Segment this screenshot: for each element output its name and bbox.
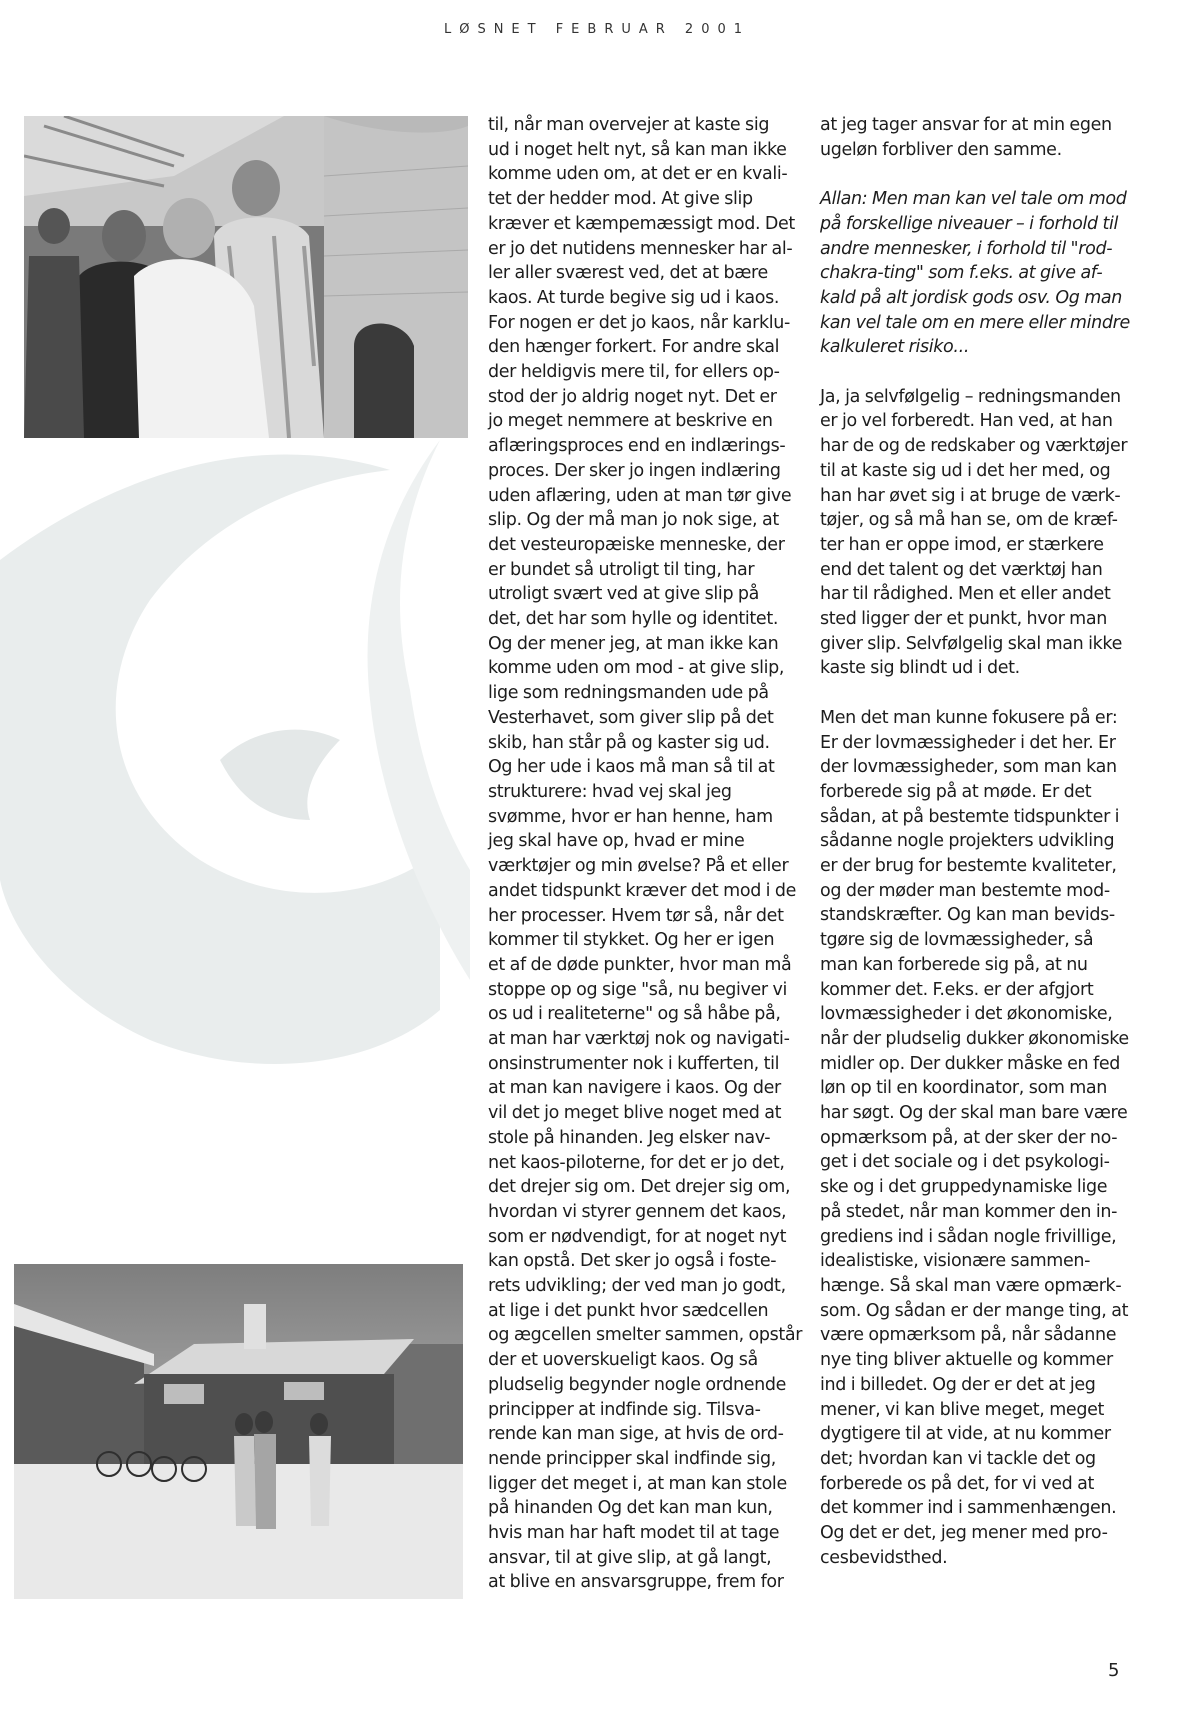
text-line: her processer. Hvem tør så, når det — [488, 905, 784, 926]
text-line: det vesteuropæiske menneske, der — [488, 534, 785, 555]
text-line: cesbevidsthed. — [820, 1547, 948, 1568]
text-line: proces. Der sker jo ingen indlæring — [488, 460, 781, 481]
text-line: ansvar, til at give slip, at gå langt, — [488, 1547, 772, 1568]
text-line: der et uoverskueligt kaos. Og så — [488, 1350, 758, 1371]
text-line: mener, vi kan blive meget, meget — [820, 1399, 1105, 1420]
people-talking-photo — [24, 116, 468, 438]
text-line: han har øvet sig i at bruge de værk- — [820, 485, 1121, 506]
text-line: tøjer, og så må han se, om de kræf- — [820, 510, 1118, 531]
text-line: som. Og sådan er der mange ting, at — [820, 1300, 1129, 1321]
text-line: lige som redningsmanden ude på — [488, 683, 769, 704]
text-line: kræver et kæmpemæssigt mod. Det — [488, 213, 795, 234]
text-line: aflæringsproces end en indlærings- — [488, 436, 786, 457]
text-line: Og der mener jeg, at man ikke kan — [488, 633, 779, 654]
text-line: vil det jo meget blive noget med at — [488, 1103, 782, 1124]
text-line: hænge. Så skal man være opmærk- — [820, 1276, 1122, 1296]
text-line: det; hvordan kan vi tackle det og — [820, 1448, 1096, 1469]
text-line: og der møder man bestemte mod- — [820, 880, 1110, 901]
interview-question-line: chakra-ting" som f.eks. at give af- — [820, 263, 1103, 284]
text-line: svømme, hvor er han henne, ham — [488, 806, 773, 827]
text-line: jo meget nemmere at beskrive en — [488, 411, 773, 432]
page-number: 5 — [1108, 1660, 1120, 1681]
text-line: ugeløn forbliver den samme. — [820, 139, 1062, 160]
text-line: forberede sig på at møde. Er det — [820, 781, 1092, 802]
text-line: sådanne nogle projekters udvikling — [820, 831, 1115, 852]
text-line: kommer til stykket. Og her er igen — [488, 930, 775, 951]
text-line: Ja, ja selvfølgelig – redningsmanden — [820, 386, 1121, 407]
text-line: giver slip. Selvfølgelig skal man ikke — [820, 633, 1123, 654]
text-line: lovmæssigheder i det økonomiske, — [820, 1004, 1113, 1025]
text-line: der lovmæssigheder, som man kan — [820, 757, 1117, 778]
text-line: hvordan vi styrer gennem det kaos, — [488, 1201, 787, 1222]
text-line: på stedet, når man kommer den in- — [820, 1201, 1118, 1222]
paragraph-gap — [820, 681, 1150, 706]
interview-question-line: kan vel tale om en mere eller mindre — [820, 312, 1130, 333]
text-line: sådan, at på bestemte tidspunkter i — [820, 806, 1120, 827]
text-line: den hænger forkert. For andre skal — [488, 337, 780, 358]
text-line: kaste sig blindt ud i det. — [820, 658, 1020, 679]
text-line: er jo vel forberedt. Han ved, at han — [820, 411, 1113, 432]
text-line: kan opstå. Det sker jo også i foste- — [488, 1251, 777, 1272]
text-line: har de og de redskaber og værktøjer — [820, 436, 1128, 457]
text-line: nye ting bliver aktuelle og kommer — [820, 1350, 1113, 1371]
text-line: Er der lovmæssigheder i det her. Er — [820, 732, 1116, 753]
text-line: os ud i realiteterne" og så håbe på, — [488, 1004, 781, 1025]
text-line: ligger det meget i, at man kan stole — [488, 1473, 787, 1494]
text-line: ud i noget helt nyt, så kan man ikke — [488, 139, 787, 160]
text-line: rets udvikling; der ved man jo godt, — [488, 1276, 786, 1297]
text-line: er der brug for bestemte kvaliteter, — [820, 856, 1117, 877]
text-line: at man kan navigere i kaos. Og der — [488, 1078, 781, 1099]
text-line: slip. Og der må man jo nok sige, at — [488, 510, 779, 531]
text-line: grediens ind i sådan nogle frivillige, — [820, 1226, 1117, 1247]
text-line: tet der hedder mod. At give slip — [488, 189, 753, 210]
text-line: har til rådighed. Men et eller andet — [820, 584, 1111, 605]
text-line: idealistiske, visionære sammen- — [820, 1251, 1091, 1272]
text-line: get i det sociale og i det psykologi- — [820, 1152, 1110, 1173]
text-line: forberede os på det, for vi ved at — [820, 1473, 1094, 1494]
article-column-right — [820, 113, 1150, 1570]
text-line: opmærksom på, at der sker der no- — [820, 1127, 1118, 1148]
paragraph-gap — [820, 360, 1150, 385]
text-line: er jo det nutidens mennesker har al- — [488, 238, 793, 259]
text-line: Og det er det, jeg mener med pro- — [820, 1523, 1108, 1544]
text-line: det kommer ind i sammenhængen. — [820, 1498, 1117, 1519]
text-line: løn op til en koordinator, som man — [820, 1078, 1108, 1099]
text-line: et af de døde punkter, hvor man må — [488, 954, 792, 975]
text-line: til at kaste sig ud i det her med, og — [820, 460, 1111, 481]
text-line: For nogen er det jo kaos, når karklu- — [488, 312, 790, 333]
text-line: stoppe op og sige "så, nu begiver vi — [488, 979, 788, 1000]
text-line: jeg skal have op, hvad er mine — [488, 831, 745, 852]
text-line: at man har værktøj nok og navigati- — [488, 1029, 790, 1050]
text-line: onsinstrumenter nok i kufferten, til — [488, 1053, 780, 1074]
text-line: Og her ude i kaos må man så til at — [488, 757, 775, 778]
text-line: kommer det. F.eks. er der afgjort — [820, 979, 1094, 1000]
building-courtyard-photo — [14, 1264, 463, 1599]
text-line: ind i billedet. Og der er det at jeg — [820, 1374, 1096, 1395]
text-line: til, når man overvejer at kaste sig — [488, 115, 770, 135]
text-line: som er nødvendigt, for at noget nyt — [488, 1226, 787, 1247]
text-line: kaos. At turde begive sig ud i kaos. — [488, 287, 780, 308]
article-column-middle — [488, 113, 803, 1595]
text-line: værktøjer og min øvelse? På et eller — [488, 856, 789, 877]
text-line: komme uden om mod - at give slip, — [488, 658, 785, 679]
text-line: dygtigere til at vide, at nu kommer — [820, 1424, 1111, 1445]
text-line: ler aller sværest ved, det at bære — [488, 263, 768, 284]
text-line: end det talent og det værktøj han — [820, 559, 1103, 580]
text-line: tgøre sig de lovmæssigheder, så — [820, 930, 1094, 951]
text-line: Men det man kunne fokusere på er: — [820, 707, 1118, 728]
text-line: andet tidspunkt kræver det mod i de — [488, 880, 797, 901]
text-line: pludselig begynder nogle ordnende — [488, 1374, 787, 1395]
text-line: man kan forberede sig på, at nu — [820, 954, 1088, 975]
text-line: uden aflæring, uden at man tør give — [488, 485, 792, 506]
interview-question-line: kalkuleret risiko... — [820, 337, 970, 358]
text-line: er bundet så utroligt til ting, har — [488, 559, 755, 580]
text-line: og ægcellen smelter sammen, opstår — [488, 1325, 803, 1346]
text-line: standskræfter. Og kan man bevids- — [820, 905, 1115, 926]
text-line: sted ligger der et punkt, hvor man — [820, 609, 1107, 630]
text-line: nende principper skal indfinde sig, — [488, 1448, 776, 1469]
text-line: net kaos-piloterne, for det er jo det, — [488, 1152, 785, 1173]
text-line: det drejer sig om. Det drejer sig om, — [488, 1177, 791, 1198]
text-line: rende kan man sige, at hvis de ord- — [488, 1424, 784, 1445]
text-line: principper at indfinde sig. Tilsva- — [488, 1399, 761, 1420]
text-line: det, det har som hylle og identitet. — [488, 609, 779, 630]
text-line: utroligt svært ved at give slip på — [488, 584, 760, 605]
text-line: på hinanden Og det kan man kun, — [488, 1498, 773, 1519]
interview-question-line: på forskellige niveauer – i forhold til — [820, 213, 1118, 234]
text-line: at lige i det punkt hvor sædcellen — [488, 1300, 769, 1321]
text-line: være opmærksom på, når sådanne — [820, 1325, 1117, 1346]
interview-question-line: andre mennesker, i forhold til "rod- — [820, 238, 1113, 259]
text-line: midler op. Der dukker måske en fed — [820, 1053, 1120, 1074]
interview-question-line: kald på alt jordisk gods osv. Og man — [820, 287, 1123, 308]
interview-question-line: Allan: Men man kan vel tale om mod — [820, 189, 1127, 210]
text-line: stod der jo aldrig noget nyt. Det er — [488, 386, 777, 407]
paragraph-gap — [820, 162, 1150, 187]
text-line: ter han er oppe imod, er stærkere — [820, 534, 1104, 555]
text-line: Vesterhavet, som giver slip på det — [488, 707, 774, 728]
text-line: når der pludselig dukker økonomiske — [820, 1028, 1129, 1049]
text-line: strukturere: hvad vej skal jeg — [488, 781, 732, 802]
text-line: at blive en ansvarsgruppe, frem for — [488, 1572, 784, 1593]
text-line: stole på hinanden. Jeg elsker nav- — [488, 1127, 771, 1148]
text-line: der heldigvis mere til, for ellers op- — [488, 362, 780, 383]
text-line: hvis man har haft modet til at tage — [488, 1523, 780, 1544]
text-line: har søgt. Og der skal man bare være — [820, 1103, 1128, 1124]
text-line: komme uden om, at det er en kvali- — [488, 164, 788, 185]
text-line: ske og i det gruppedynamiske lige — [820, 1177, 1108, 1198]
running-header: LØSNET FEBRUAR 2001 — [443, 22, 751, 37]
text-line: at jeg tager ansvar for at min egen — [820, 115, 1112, 135]
text-line: skib, han står på og kaster sig ud. — [488, 732, 770, 753]
